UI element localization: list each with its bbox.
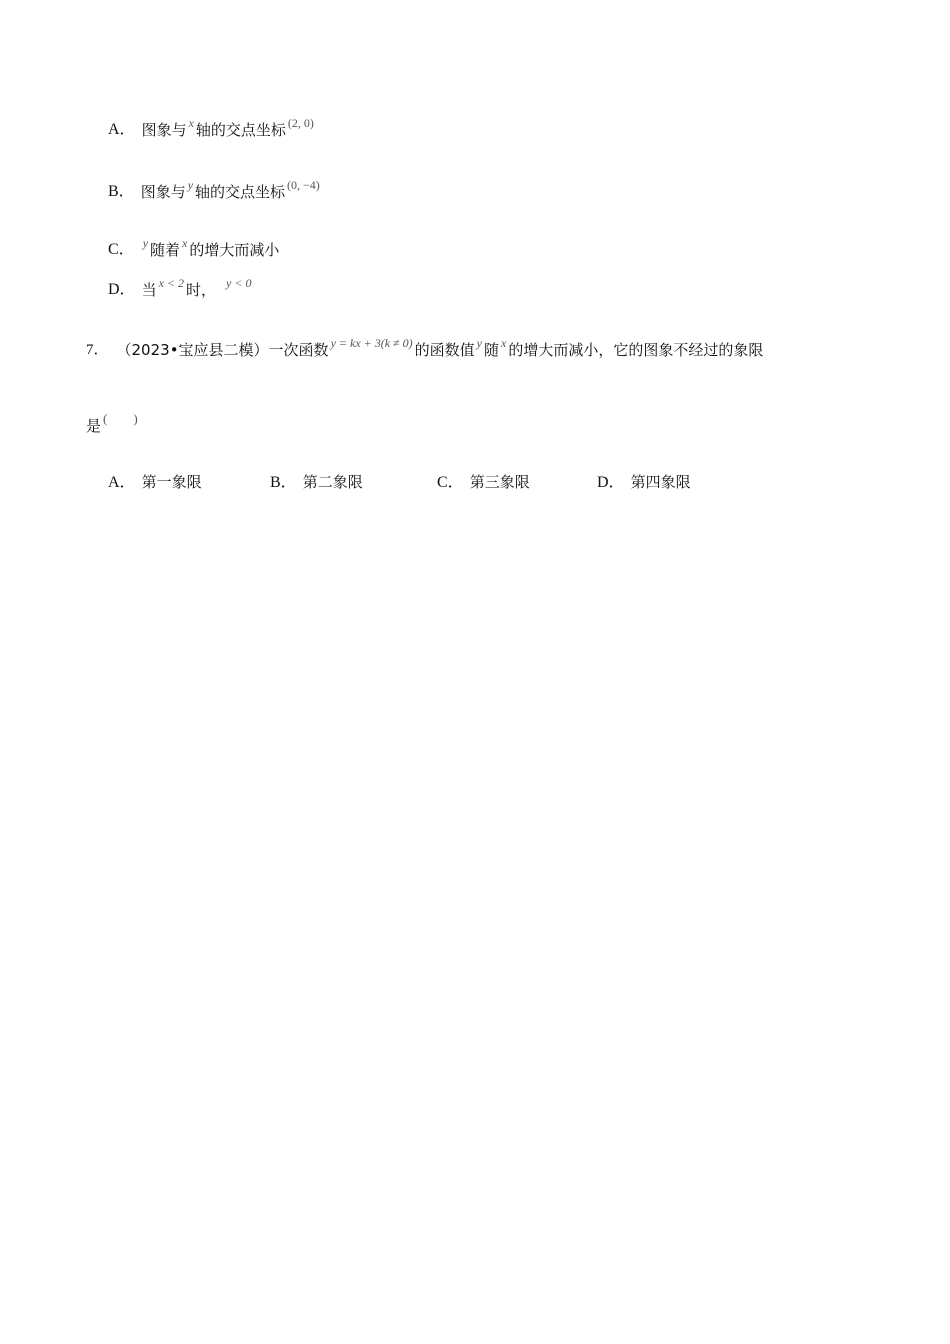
question-text: 随 xyxy=(483,341,499,359)
q7-option-d xyxy=(597,472,691,493)
option-text: 第二象限 xyxy=(302,473,363,491)
option-text: 轴的交点坐标 xyxy=(195,121,286,139)
question-text: 的增大而减小，它的图象不经过的象限 xyxy=(508,341,764,359)
option-label: D． xyxy=(597,474,625,491)
option-text: 的增大而减小 xyxy=(189,241,280,259)
question-text: 的函数值 xyxy=(414,341,475,359)
question-7-stem xyxy=(86,336,764,360)
option-d xyxy=(108,276,253,300)
option-text: 当 xyxy=(141,281,157,299)
option-label: C． xyxy=(108,241,135,258)
q7-option-b xyxy=(270,472,363,493)
option-label: B． xyxy=(108,183,135,200)
option-text: 时， xyxy=(186,281,217,299)
option-text: 第一象限 xyxy=(141,473,202,491)
question-source: （2023•宝应县二模） xyxy=(116,341,269,359)
math-variable: x xyxy=(182,236,188,250)
math-variable: y xyxy=(476,336,482,350)
option-label: D． xyxy=(108,281,136,298)
math-variable: x xyxy=(188,116,194,130)
question-text: 是 xyxy=(86,417,102,435)
option-label: A． xyxy=(108,474,136,491)
math-coordinate: (0, −4) xyxy=(287,178,320,192)
option-text: 图象与 xyxy=(141,121,187,139)
option-label: C． xyxy=(437,474,464,491)
math-equation: y = kx + 3(k ≠ 0) xyxy=(330,336,413,350)
option-text: 轴的交点坐标 xyxy=(195,183,286,201)
question-7-stem-continued xyxy=(86,411,140,436)
question-text: 一次函数 xyxy=(268,341,329,359)
option-b xyxy=(108,178,322,202)
math-variable: y xyxy=(142,236,149,250)
math-coordinate: (2, 0) xyxy=(287,116,314,130)
option-text: 第三象限 xyxy=(469,473,530,491)
option-text: 图象与 xyxy=(140,183,186,201)
math-inequality: y < 0 xyxy=(226,276,252,290)
option-a xyxy=(108,116,316,140)
option-label: A． xyxy=(108,121,136,138)
option-c xyxy=(108,236,280,260)
option-text: 随着 xyxy=(150,241,181,259)
math-variable: y xyxy=(187,178,194,192)
answer-bracket: ( ) xyxy=(103,411,138,426)
q7-option-c xyxy=(437,472,530,493)
math-inequality: x < 2 xyxy=(158,276,185,290)
option-label: B． xyxy=(270,474,297,491)
question-number: 7． xyxy=(86,342,109,358)
option-text: 第四象限 xyxy=(630,473,691,491)
math-variable: x xyxy=(501,336,507,350)
q7-option-a xyxy=(108,472,202,493)
